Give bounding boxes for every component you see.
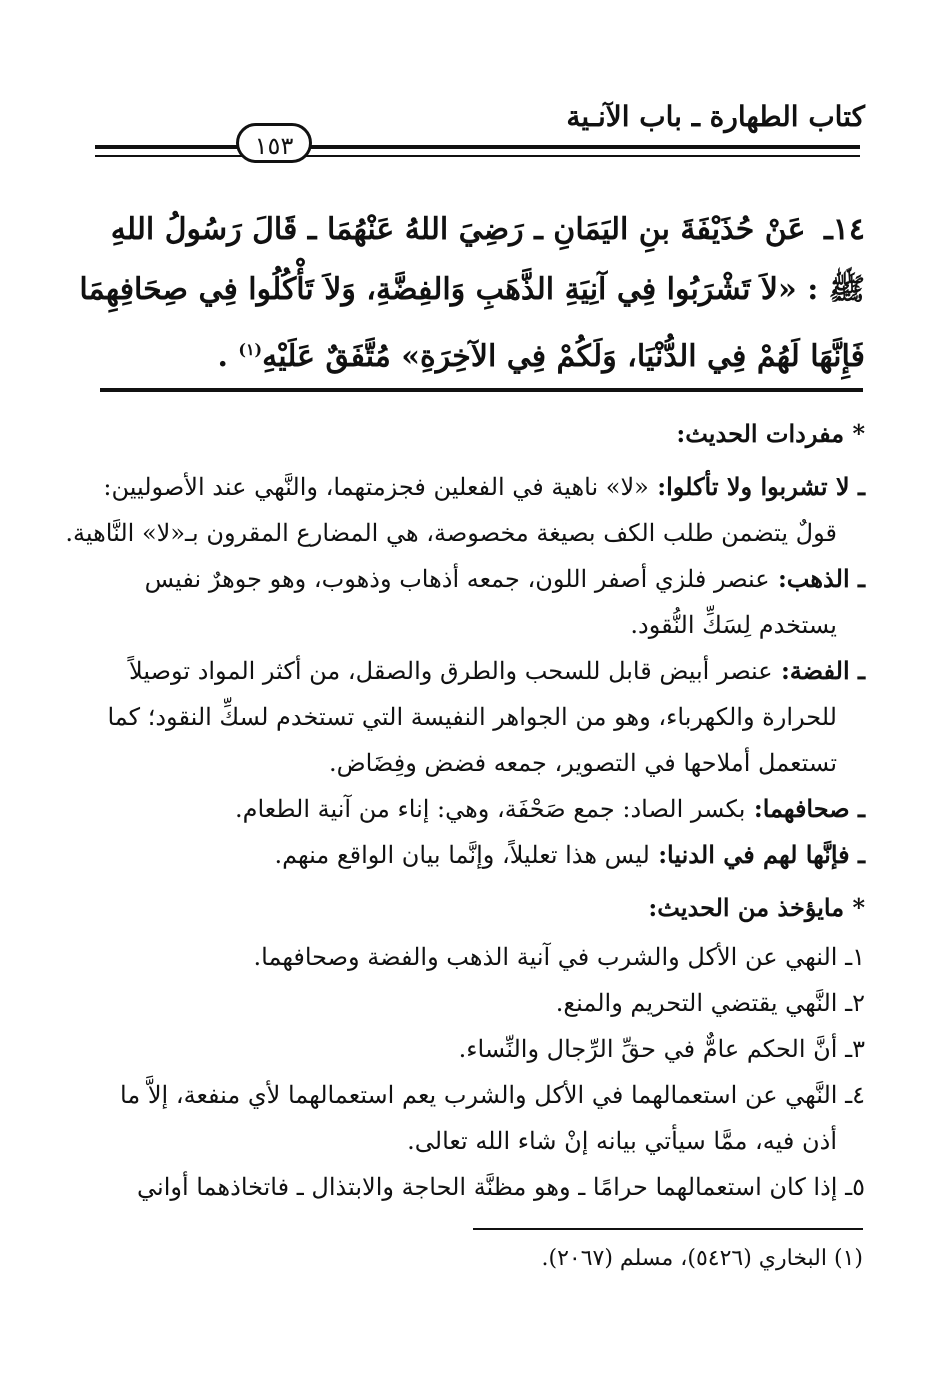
running-title: كتاب الطهارة ـ باب الآنـية — [566, 100, 865, 133]
hadith-line-3-end: . — [217, 339, 239, 374]
vocab-term: ـ لا تشربوا ولا تأكلوا: — [648, 472, 865, 501]
takeaway-item: ٣ـ أنَّ الحكم عامٌّ في حقِّ الرِّجال والنِّساء. — [458, 1035, 865, 1063]
vocab-entry-continuation: للحرارة والكهرباء، وهو من الجواهر النفيسة التي تستخدم لسكِّ النقود؛ كما — [107, 703, 837, 731]
takeaway-item-continuation: أذن فيه، ممَّا سيأتي بيانه إنْ شاء الله تعالى. — [407, 1127, 837, 1155]
vocab-entry — [83, 556, 865, 602]
takeaway-item: ١ـ النهي عن الأكل والشرب في آنية الذهب والفضة وصحافهما. — [253, 943, 865, 971]
vocab-definition: ليس هذا تعليلاً، وإنَّما بيان الواقع منهم. — [274, 841, 650, 869]
footnote-separator — [473, 1228, 863, 1230]
header-rule — [95, 145, 860, 163]
vocab-definition: بكسر الصاد: جمع صَحْفَة، وهي: إناء من آنية الطعام. — [234, 795, 746, 823]
footnote-reference: (١) — [238, 340, 263, 359]
header-rule-thick-line — [95, 145, 860, 149]
vocab-entry — [83, 832, 865, 878]
takeaway-item: ٢ـ النَّهي يقتضي التحريم والمنع. — [555, 989, 865, 1017]
header-rule-thin-line — [95, 155, 860, 157]
takeaway-item: ٤ـ النَّهي عن استعمالهما في الأكل والشرب يعم استعمالهما لأي منفعة، إلاَّ ما — [120, 1081, 865, 1109]
commentary — [65, 414, 865, 1210]
vocab-definition: عنصر أبيض قابل للسحب والطرق والصقل، من أكثر المواد توصيلاً — [129, 657, 773, 685]
hadith-number: ١٤ـ — [823, 212, 865, 247]
vocab-entry — [83, 786, 865, 832]
vocab-heading: * مفردات الحديث: — [676, 419, 865, 448]
hadith-line-1 — [85, 200, 865, 260]
hadith-line-1-text: عَنْ حُذَيْفَةَ بنِ اليَمَانِ ـ رَضِيَ اللهُ عَنْهُمَا ـ قَالَ رَسُولُ اللهِ — [110, 212, 806, 247]
page-number-badge: ١٥٣ — [236, 123, 312, 163]
hadith-line-2: ﷺ : «لاَ تَشْرَبُوا فِي آنِيَةِ الذَّهَبِ وَالفِضَّةِ، وَلاَ تَأْكُلُوا فِي صِحَافِهِمَا — [79, 272, 865, 307]
vocab-entry-continuation: قولٌ يتضمن طلب الكف بصيغة مخصوصة، هي المضارع المقرون بـ«لا» النَّاهية. — [65, 519, 837, 547]
vocab-term: ـ الفضة: — [772, 656, 865, 685]
vocab-entry — [83, 464, 865, 510]
vocab-entry-continuation: يستخدم لِسَكِّ النُّقود. — [630, 611, 837, 639]
vocab-entry — [83, 648, 865, 694]
vocab-term: ـ صحافهما: — [745, 794, 865, 823]
hadith-line-3 — [85, 320, 865, 387]
hadith-line-3-text: فَإِنَّهَا لَهُمْ فِي الدُّنْيَا، وَلَكُمْ فِي الآخِرَةِ» مُتَّفَقٌ عَلَيْهِ — [262, 339, 865, 374]
vocab-entry-continuation: تستعمل أملاحها في التصوير، جمعه فضض وفِضَاض. — [328, 749, 837, 777]
section-divider — [100, 388, 863, 392]
vocab-definition: «لا» ناهية في الفعلين فجزمتهما، والنَّهي عند الأصوليين: — [103, 473, 649, 501]
hadith-text — [79, 200, 865, 387]
vocab-term: ـ الذهب: — [769, 564, 865, 593]
takeaway-item: ٥ـ إذا كان استعمالهما حرامًا ـ وهو مظنَّة الحاجة والابتذال ـ فاتخاذهما أواني — [137, 1173, 865, 1201]
vocab-term: ـ فإنَّها لهم في الدنيا: — [649, 840, 865, 869]
footnote: (١) البخاري (٥٤٢٦)، مسلم (٢٠٦٧). — [541, 1246, 863, 1271]
vocab-definition: عنصر فلزي أصفر اللون، جمعه أذهاب وذهوب، وهو جوهرٌ نفيس — [144, 565, 770, 593]
takeaways-heading: * مايؤخذ من الحديث: — [648, 893, 865, 922]
